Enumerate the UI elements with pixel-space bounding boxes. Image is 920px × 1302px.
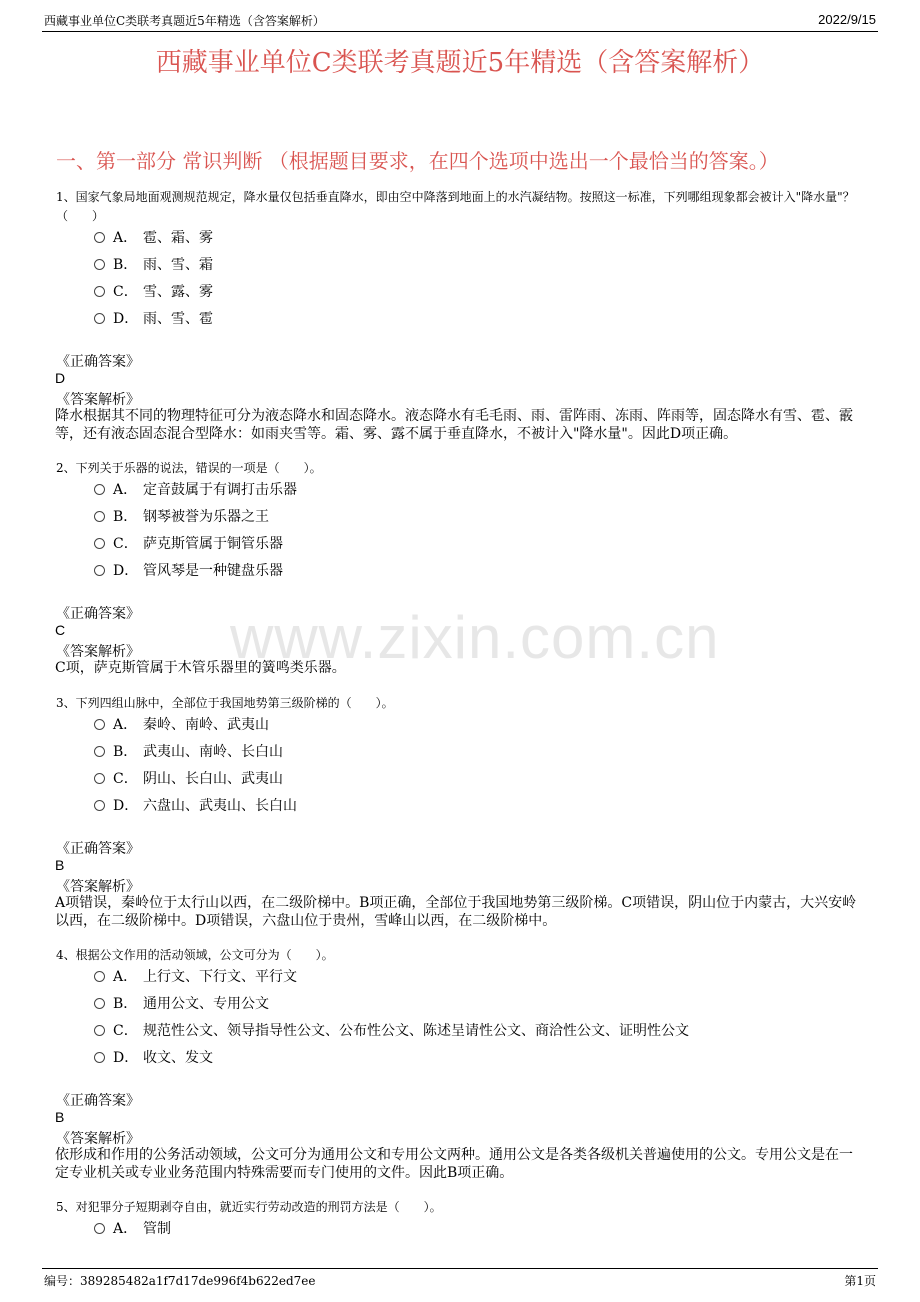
question-4-answer: B	[55, 1109, 65, 1125]
watermark: www.zixin.com.cn	[230, 604, 720, 671]
analysis-label: 《答案解析》	[56, 879, 140, 895]
question-4-analysis: 依形成和作用的公务活动领域，公文可分为通用公文和专用公文两种。通用公文是各类各级机关普遍使用的公文。专用公文是在一定专业机关或专业业务范围内特殊需要而专门使用的文件。因此B项正确。	[55, 1147, 853, 1181]
question-1-answer: D	[55, 370, 66, 386]
question-1-analysis: 降水根据其不同的物理特征可分为液态降水和固态降水。液态降水有毛毛雨、雨、雷阵雨、冻雨、阵雨等，固态降水有雪、雹、霰等，还有液态固态混合型降水：如雨夹雪等。霜、雾、露不属于垂直降水，不被计入"降水量"。因此D项正确。	[55, 408, 853, 442]
option-text: 雪、露、雾	[143, 284, 213, 300]
document-id: 编号：389285482a1f7d17de996f4b622ed7ee	[44, 1274, 316, 1288]
radio-icon[interactable]	[94, 259, 105, 270]
question-5-option-a[interactable]	[94, 1219, 171, 1239]
option-text: 钢琴被誉为乐器之王	[143, 509, 269, 525]
question-2-option-b[interactable]	[94, 507, 269, 527]
option-letter: A．	[113, 717, 138, 733]
page-number: 第1页	[844, 1274, 876, 1288]
header-date: 2022/9/15	[818, 12, 876, 27]
question-3-option-c[interactable]	[94, 769, 283, 789]
option-letter: D．	[113, 798, 139, 814]
question-2-option-d[interactable]	[94, 561, 283, 581]
question-2-text: 2、下列关于乐器的说法，错误的一项是（ ）。	[56, 461, 322, 475]
question-4-option-d[interactable]	[94, 1048, 213, 1068]
correct-answer-label: 《正确答案》	[56, 354, 140, 370]
question-3-answer: B	[55, 857, 65, 873]
radio-icon[interactable]	[94, 773, 105, 784]
option-text: 管制	[143, 1221, 171, 1237]
question-1-option-d[interactable]	[94, 309, 213, 329]
header-doc-title: 西藏事业单位C类联考真题近5年精选（含答案解析）	[44, 14, 325, 28]
analysis-label: 《答案解析》	[56, 1131, 140, 1147]
option-letter: C．	[113, 536, 138, 552]
radio-icon[interactable]	[94, 565, 105, 576]
question-2-answer: C	[55, 622, 66, 638]
option-letter: D．	[113, 1050, 139, 1066]
radio-icon[interactable]	[94, 998, 105, 1009]
question-4-option-a[interactable]	[94, 967, 297, 987]
option-letter: A．	[113, 230, 138, 246]
radio-icon[interactable]	[94, 286, 105, 297]
correct-answer-label: 《正确答案》	[56, 606, 140, 622]
option-letter: B．	[113, 744, 138, 760]
radio-icon[interactable]	[94, 719, 105, 730]
radio-icon[interactable]	[94, 511, 105, 522]
option-text: 管风琴是一种键盘乐器	[143, 563, 283, 579]
question-5-text: 5、对犯罪分子短期剥夺自由，就近实行劳动改造的刑罚方法是（ ）。	[56, 1200, 442, 1214]
option-text: 阴山、长白山、武夷山	[143, 771, 283, 787]
option-letter: D．	[113, 311, 139, 327]
option-text: 上行文、下行文、平行文	[143, 969, 297, 985]
question-4-option-b[interactable]	[94, 994, 269, 1014]
option-letter: A．	[113, 969, 138, 985]
correct-answer-label: 《正确答案》	[56, 1093, 140, 1109]
radio-icon[interactable]	[94, 800, 105, 811]
section-title: 一、第一部分 常识判断 （根据题目要求，在四个选项中选出一个最恰当的答案。）	[56, 149, 779, 173]
question-3-option-d[interactable]	[94, 796, 297, 816]
page-title: 西藏事业单位C类联考真题近5年精选（含答案解析）	[155, 48, 765, 78]
question-2-analysis: C项，萨克斯管属于木管乐器里的簧鸣类乐器。	[55, 660, 346, 676]
radio-icon[interactable]	[94, 1052, 105, 1063]
option-text: 规范性公文、领导指导性公文、公布性公文、陈述呈请性公文、商洽性公文、证明性公文	[143, 1023, 689, 1039]
option-letter: A．	[113, 482, 138, 498]
option-letter: B．	[113, 257, 138, 273]
option-text: 收文、发文	[143, 1050, 213, 1066]
analysis-label: 《答案解析》	[56, 392, 140, 408]
option-letter: C．	[113, 1023, 138, 1039]
option-text: 六盘山、武夷山、长白山	[143, 798, 297, 814]
option-text: 定音鼓属于有调打击乐器	[143, 482, 297, 498]
option-text: 雨、雪、雹	[143, 311, 213, 327]
question-1-option-a[interactable]	[94, 228, 213, 248]
option-letter: A．	[113, 1221, 138, 1237]
radio-icon[interactable]	[94, 484, 105, 495]
question-3-analysis: A项错误，秦岭位于太行山以西，在二级阶梯中。B项正确，全部位于我国地势第三级阶梯。C项错误，阴山位于内蒙古，大兴安岭以西，在二级阶梯中。D项错误，六盘山位于贵州，雪峰山以西，在二级阶梯中。	[55, 895, 857, 929]
correct-answer-label: 《正确答案》	[56, 841, 140, 857]
radio-icon[interactable]	[94, 232, 105, 243]
option-letter: D．	[113, 563, 139, 579]
radio-icon[interactable]	[94, 313, 105, 324]
option-text: 秦岭、南岭、武夷山	[143, 717, 269, 733]
question-2-option-c[interactable]	[94, 534, 283, 554]
question-3-text: 3、下列四组山脉中，全部位于我国地势第三级阶梯的（ ）。	[56, 696, 394, 710]
option-text: 雨、雪、霜	[143, 257, 213, 273]
option-text: 通用公文、专用公文	[143, 996, 269, 1012]
radio-icon[interactable]	[94, 746, 105, 757]
option-text: 萨克斯管属于铜管乐器	[143, 536, 283, 552]
question-1-option-b[interactable]	[94, 255, 213, 275]
header-divider	[42, 31, 878, 32]
question-3-option-a[interactable]	[94, 715, 269, 735]
radio-icon[interactable]	[94, 971, 105, 982]
question-3-option-b[interactable]	[94, 742, 283, 762]
footer-divider	[42, 1268, 878, 1269]
radio-icon[interactable]	[94, 538, 105, 549]
option-text: 雹、霜、雾	[143, 230, 213, 246]
analysis-label: 《答案解析》	[56, 644, 140, 660]
question-2-option-a[interactable]	[94, 480, 297, 500]
question-4-text: 4、根据公文作用的活动领域，公文可分为（ ）。	[56, 948, 334, 962]
question-1-option-c[interactable]	[94, 282, 213, 302]
option-letter: B．	[113, 509, 138, 525]
question-4-option-c[interactable]	[94, 1021, 689, 1041]
radio-icon[interactable]	[94, 1025, 105, 1036]
option-text: 武夷山、南岭、长白山	[143, 744, 283, 760]
option-letter: B．	[113, 996, 138, 1012]
option-letter: C．	[113, 771, 138, 787]
option-letter: C．	[113, 284, 138, 300]
question-1-text: 1、国家气象局地面观测规范规定，降水量仅包括垂直降水，即由空中降落到地面上的水汽凝结物。按照这一标准，下列哪组现象都会被计入"降水量"？（ ）	[56, 190, 855, 223]
radio-icon[interactable]	[94, 1223, 105, 1234]
